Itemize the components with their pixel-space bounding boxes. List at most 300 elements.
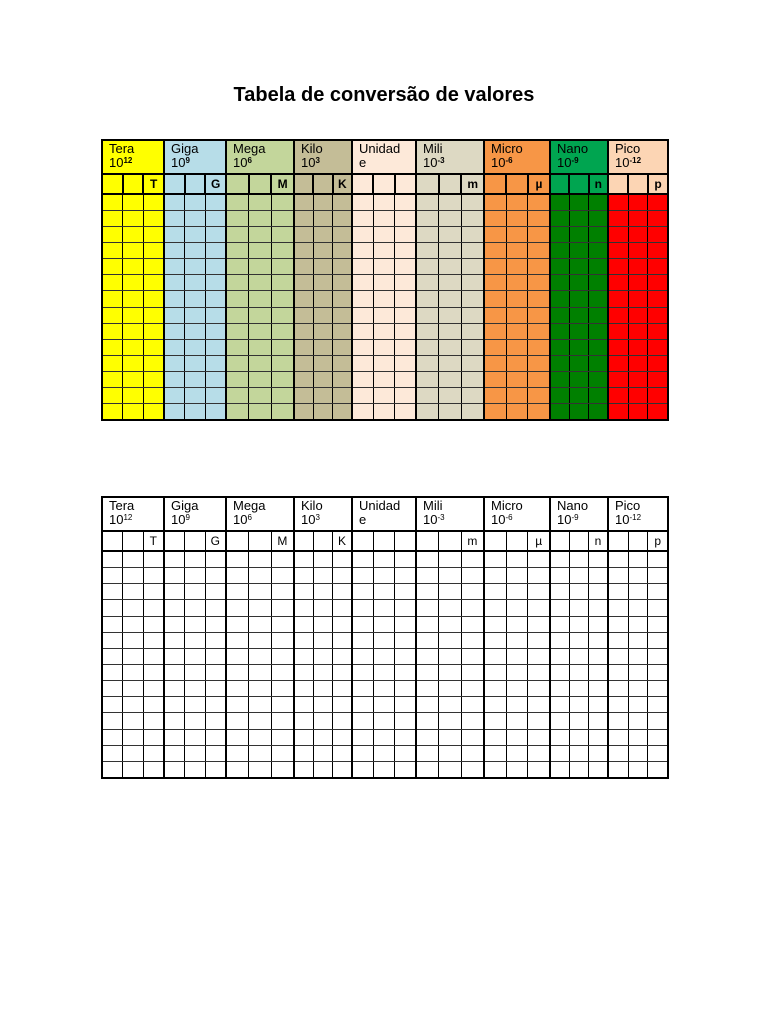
digit-cell[interactable] xyxy=(374,356,395,371)
digit-cell[interactable] xyxy=(185,291,205,306)
digit-cell[interactable] xyxy=(165,568,185,583)
digit-cell[interactable] xyxy=(227,372,249,387)
digit-cell[interactable] xyxy=(485,259,507,274)
digit-cell[interactable] xyxy=(507,324,529,339)
digit-cell[interactable] xyxy=(333,584,351,599)
digit-cell[interactable] xyxy=(227,730,249,745)
digit-cell[interactable] xyxy=(144,372,163,387)
digit-cell[interactable] xyxy=(295,356,314,371)
digit-cell[interactable] xyxy=(333,600,351,615)
digit-cell[interactable] xyxy=(551,388,570,403)
digit-cell[interactable] xyxy=(165,195,185,210)
digit-cell[interactable] xyxy=(272,713,293,728)
digit-cell[interactable] xyxy=(123,617,143,632)
digit-cell[interactable] xyxy=(507,713,529,728)
digit-cell[interactable] xyxy=(227,259,249,274)
digit-cell[interactable] xyxy=(249,697,271,712)
digit-cell[interactable] xyxy=(589,633,607,648)
digit-cell[interactable] xyxy=(227,324,249,339)
digit-cell[interactable] xyxy=(206,324,225,339)
digit-cell[interactable] xyxy=(103,649,123,664)
digit-cell[interactable] xyxy=(314,568,333,583)
digit-cell[interactable] xyxy=(165,227,185,242)
digit-cell[interactable] xyxy=(395,324,415,339)
digit-cell[interactable] xyxy=(609,746,629,761)
digit-cell[interactable] xyxy=(144,746,163,761)
digit-cell[interactable] xyxy=(551,291,570,306)
digit-cell[interactable] xyxy=(314,697,333,712)
digit-cell[interactable] xyxy=(417,275,439,290)
digit-cell[interactable] xyxy=(374,584,395,599)
digit-cell[interactable] xyxy=(144,291,163,306)
digit-cell[interactable] xyxy=(295,388,314,403)
digit-cell[interactable] xyxy=(165,324,185,339)
digit-cell[interactable] xyxy=(249,665,271,680)
digit-cell[interactable] xyxy=(206,404,225,419)
digit-cell[interactable] xyxy=(272,600,293,615)
digit-cell[interactable] xyxy=(333,697,351,712)
digit-cell[interactable] xyxy=(589,681,607,696)
digit-cell[interactable] xyxy=(333,243,351,258)
digit-cell[interactable] xyxy=(648,681,667,696)
digit-cell[interactable] xyxy=(528,308,549,323)
digit-cell[interactable] xyxy=(103,404,123,419)
digit-cell[interactable] xyxy=(609,356,629,371)
digit-cell[interactable] xyxy=(507,259,529,274)
digit-cell[interactable] xyxy=(314,243,333,258)
digit-cell[interactable] xyxy=(353,730,374,745)
digit-cell[interactable] xyxy=(528,568,549,583)
digit-cell[interactable] xyxy=(589,356,607,371)
digit-cell[interactable] xyxy=(374,243,395,258)
digit-cell[interactable] xyxy=(374,552,395,567)
digit-cell[interactable] xyxy=(165,649,185,664)
digit-cell[interactable] xyxy=(272,275,293,290)
digit-cell[interactable] xyxy=(485,762,507,777)
digit-cell[interactable] xyxy=(333,372,351,387)
digit-cell[interactable] xyxy=(462,665,483,680)
digit-cell[interactable] xyxy=(144,681,163,696)
digit-cell[interactable] xyxy=(551,762,570,777)
digit-cell[interactable] xyxy=(462,372,483,387)
digit-cell[interactable] xyxy=(551,227,570,242)
digit-cell[interactable] xyxy=(439,195,461,210)
digit-cell[interactable] xyxy=(648,746,667,761)
digit-cell[interactable] xyxy=(395,730,415,745)
digit-cell[interactable] xyxy=(272,227,293,242)
digit-cell[interactable] xyxy=(528,697,549,712)
digit-cell[interactable] xyxy=(462,308,483,323)
digit-cell[interactable] xyxy=(485,681,507,696)
digit-cell[interactable] xyxy=(462,404,483,419)
digit-cell[interactable] xyxy=(123,291,143,306)
digit-cell[interactable] xyxy=(103,681,123,696)
digit-cell[interactable] xyxy=(185,552,205,567)
digit-cell[interactable] xyxy=(462,259,483,274)
digit-cell[interactable] xyxy=(103,340,123,355)
digit-cell[interactable] xyxy=(227,568,249,583)
digit-cell[interactable] xyxy=(185,746,205,761)
digit-cell[interactable] xyxy=(551,697,570,712)
digit-cell[interactable] xyxy=(333,681,351,696)
digit-cell[interactable] xyxy=(249,275,271,290)
digit-cell[interactable] xyxy=(314,275,333,290)
digit-cell[interactable] xyxy=(648,211,667,226)
digit-cell[interactable] xyxy=(374,568,395,583)
digit-cell[interactable] xyxy=(589,259,607,274)
digit-cell[interactable] xyxy=(185,324,205,339)
digit-cell[interactable] xyxy=(249,372,271,387)
digit-cell[interactable] xyxy=(485,243,507,258)
digit-cell[interactable] xyxy=(485,275,507,290)
digit-cell[interactable] xyxy=(395,404,415,419)
digit-cell[interactable] xyxy=(507,388,529,403)
digit-cell[interactable] xyxy=(462,340,483,355)
digit-cell[interactable] xyxy=(528,404,549,419)
digit-cell[interactable] xyxy=(417,633,439,648)
digit-cell[interactable] xyxy=(374,681,395,696)
digit-cell[interactable] xyxy=(570,649,589,664)
digit-cell[interactable] xyxy=(333,649,351,664)
digit-cell[interactable] xyxy=(272,324,293,339)
digit-cell[interactable] xyxy=(185,340,205,355)
digit-cell[interactable] xyxy=(314,584,333,599)
digit-cell[interactable] xyxy=(551,356,570,371)
digit-cell[interactable] xyxy=(227,697,249,712)
digit-cell[interactable] xyxy=(589,291,607,306)
digit-cell[interactable] xyxy=(123,308,143,323)
digit-cell[interactable] xyxy=(185,243,205,258)
digit-cell[interactable] xyxy=(485,730,507,745)
digit-cell[interactable] xyxy=(374,340,395,355)
digit-cell[interactable] xyxy=(206,665,225,680)
digit-cell[interactable] xyxy=(609,762,629,777)
digit-cell[interactable] xyxy=(551,552,570,567)
digit-cell[interactable] xyxy=(333,324,351,339)
digit-cell[interactable] xyxy=(144,404,163,419)
digit-cell[interactable] xyxy=(314,649,333,664)
digit-cell[interactable] xyxy=(629,762,649,777)
digit-cell[interactable] xyxy=(103,697,123,712)
digit-cell[interactable] xyxy=(185,681,205,696)
digit-cell[interactable] xyxy=(144,584,163,599)
digit-cell[interactable] xyxy=(439,211,461,226)
digit-cell[interactable] xyxy=(570,730,589,745)
digit-cell[interactable] xyxy=(185,617,205,632)
digit-cell[interactable] xyxy=(353,227,374,242)
digit-cell[interactable] xyxy=(353,681,374,696)
digit-cell[interactable] xyxy=(333,195,351,210)
digit-cell[interactable] xyxy=(485,324,507,339)
digit-cell[interactable] xyxy=(272,356,293,371)
digit-cell[interactable] xyxy=(528,600,549,615)
digit-cell[interactable] xyxy=(353,259,374,274)
digit-cell[interactable] xyxy=(295,568,314,583)
digit-cell[interactable] xyxy=(249,681,271,696)
digit-cell[interactable] xyxy=(333,404,351,419)
digit-cell[interactable] xyxy=(165,388,185,403)
digit-cell[interactable] xyxy=(165,340,185,355)
digit-cell[interactable] xyxy=(609,649,629,664)
digit-cell[interactable] xyxy=(507,746,529,761)
digit-cell[interactable] xyxy=(417,243,439,258)
digit-cell[interactable] xyxy=(374,291,395,306)
digit-cell[interactable] xyxy=(272,665,293,680)
digit-cell[interactable] xyxy=(589,762,607,777)
digit-cell[interactable] xyxy=(648,665,667,680)
digit-cell[interactable] xyxy=(629,649,649,664)
digit-cell[interactable] xyxy=(395,388,415,403)
digit-cell[interactable] xyxy=(609,665,629,680)
digit-cell[interactable] xyxy=(249,730,271,745)
digit-cell[interactable] xyxy=(395,713,415,728)
digit-cell[interactable] xyxy=(570,584,589,599)
digit-cell[interactable] xyxy=(227,681,249,696)
digit-cell[interactable] xyxy=(249,633,271,648)
digit-cell[interactable] xyxy=(333,713,351,728)
digit-cell[interactable] xyxy=(417,681,439,696)
digit-cell[interactable] xyxy=(353,308,374,323)
digit-cell[interactable] xyxy=(314,259,333,274)
digit-cell[interactable] xyxy=(206,340,225,355)
digit-cell[interactable] xyxy=(507,600,529,615)
digit-cell[interactable] xyxy=(144,713,163,728)
digit-cell[interactable] xyxy=(648,617,667,632)
digit-cell[interactable] xyxy=(353,324,374,339)
digit-cell[interactable] xyxy=(165,259,185,274)
digit-cell[interactable] xyxy=(185,584,205,599)
digit-cell[interactable] xyxy=(123,665,143,680)
digit-cell[interactable] xyxy=(103,762,123,777)
digit-cell[interactable] xyxy=(314,730,333,745)
digit-cell[interactable] xyxy=(227,308,249,323)
digit-cell[interactable] xyxy=(272,697,293,712)
digit-cell[interactable] xyxy=(507,617,529,632)
digit-cell[interactable] xyxy=(295,552,314,567)
digit-cell[interactable] xyxy=(528,340,549,355)
digit-cell[interactable] xyxy=(249,324,271,339)
digit-cell[interactable] xyxy=(144,697,163,712)
digit-cell[interactable] xyxy=(353,356,374,371)
digit-cell[interactable] xyxy=(528,681,549,696)
digit-cell[interactable] xyxy=(144,730,163,745)
digit-cell[interactable] xyxy=(551,340,570,355)
digit-cell[interactable] xyxy=(374,600,395,615)
digit-cell[interactable] xyxy=(123,730,143,745)
digit-cell[interactable] xyxy=(629,259,649,274)
digit-cell[interactable] xyxy=(395,697,415,712)
digit-cell[interactable] xyxy=(249,291,271,306)
digit-cell[interactable] xyxy=(417,211,439,226)
digit-cell[interactable] xyxy=(629,713,649,728)
digit-cell[interactable] xyxy=(507,243,529,258)
digit-cell[interactable] xyxy=(103,195,123,210)
digit-cell[interactable] xyxy=(417,259,439,274)
digit-cell[interactable] xyxy=(333,291,351,306)
digit-cell[interactable] xyxy=(570,552,589,567)
digit-cell[interactable] xyxy=(333,275,351,290)
digit-cell[interactable] xyxy=(165,697,185,712)
digit-cell[interactable] xyxy=(272,388,293,403)
digit-cell[interactable] xyxy=(462,746,483,761)
digit-cell[interactable] xyxy=(589,388,607,403)
digit-cell[interactable] xyxy=(395,275,415,290)
digit-cell[interactable] xyxy=(295,259,314,274)
digit-cell[interactable] xyxy=(589,665,607,680)
digit-cell[interactable] xyxy=(439,243,461,258)
digit-cell[interactable] xyxy=(123,211,143,226)
digit-cell[interactable] xyxy=(314,713,333,728)
digit-cell[interactable] xyxy=(648,713,667,728)
digit-cell[interactable] xyxy=(353,633,374,648)
digit-cell[interactable] xyxy=(295,275,314,290)
digit-cell[interactable] xyxy=(648,308,667,323)
digit-cell[interactable] xyxy=(353,649,374,664)
digit-cell[interactable] xyxy=(314,388,333,403)
digit-cell[interactable] xyxy=(439,356,461,371)
digit-cell[interactable] xyxy=(395,291,415,306)
digit-cell[interactable] xyxy=(417,600,439,615)
digit-cell[interactable] xyxy=(417,697,439,712)
digit-cell[interactable] xyxy=(165,633,185,648)
digit-cell[interactable] xyxy=(206,388,225,403)
digit-cell[interactable] xyxy=(206,762,225,777)
digit-cell[interactable] xyxy=(206,259,225,274)
digit-cell[interactable] xyxy=(439,746,461,761)
digit-cell[interactable] xyxy=(507,568,529,583)
digit-cell[interactable] xyxy=(353,584,374,599)
digit-cell[interactable] xyxy=(227,649,249,664)
digit-cell[interactable] xyxy=(629,730,649,745)
digit-cell[interactable] xyxy=(439,552,461,567)
digit-cell[interactable] xyxy=(462,227,483,242)
digit-cell[interactable] xyxy=(395,243,415,258)
digit-cell[interactable] xyxy=(333,211,351,226)
digit-cell[interactable] xyxy=(395,746,415,761)
digit-cell[interactable] xyxy=(249,617,271,632)
digit-cell[interactable] xyxy=(395,552,415,567)
digit-cell[interactable] xyxy=(528,665,549,680)
digit-cell[interactable] xyxy=(528,633,549,648)
digit-cell[interactable] xyxy=(395,308,415,323)
digit-cell[interactable] xyxy=(609,308,629,323)
digit-cell[interactable] xyxy=(206,227,225,242)
digit-cell[interactable] xyxy=(462,697,483,712)
digit-cell[interactable] xyxy=(123,372,143,387)
digit-cell[interactable] xyxy=(528,713,549,728)
digit-cell[interactable] xyxy=(570,697,589,712)
digit-cell[interactable] xyxy=(295,243,314,258)
digit-cell[interactable] xyxy=(185,259,205,274)
digit-cell[interactable] xyxy=(165,404,185,419)
digit-cell[interactable] xyxy=(272,681,293,696)
digit-cell[interactable] xyxy=(314,762,333,777)
digit-cell[interactable] xyxy=(629,340,649,355)
digit-cell[interactable] xyxy=(609,584,629,599)
digit-cell[interactable] xyxy=(485,340,507,355)
digit-cell[interactable] xyxy=(353,552,374,567)
digit-cell[interactable] xyxy=(609,340,629,355)
digit-cell[interactable] xyxy=(395,649,415,664)
digit-cell[interactable] xyxy=(609,259,629,274)
digit-cell[interactable] xyxy=(165,584,185,599)
digit-cell[interactable] xyxy=(648,633,667,648)
digit-cell[interactable] xyxy=(272,762,293,777)
digit-cell[interactable] xyxy=(551,275,570,290)
digit-cell[interactable] xyxy=(206,243,225,258)
digit-cell[interactable] xyxy=(227,552,249,567)
digit-cell[interactable] xyxy=(123,388,143,403)
digit-cell[interactable] xyxy=(249,227,271,242)
digit-cell[interactable] xyxy=(295,617,314,632)
digit-cell[interactable] xyxy=(227,713,249,728)
digit-cell[interactable] xyxy=(314,600,333,615)
digit-cell[interactable] xyxy=(528,243,549,258)
digit-cell[interactable] xyxy=(333,356,351,371)
digit-cell[interactable] xyxy=(295,324,314,339)
digit-cell[interactable] xyxy=(333,568,351,583)
digit-cell[interactable] xyxy=(589,308,607,323)
digit-cell[interactable] xyxy=(272,291,293,306)
digit-cell[interactable] xyxy=(144,649,163,664)
digit-cell[interactable] xyxy=(123,340,143,355)
digit-cell[interactable] xyxy=(295,600,314,615)
digit-cell[interactable] xyxy=(227,388,249,403)
digit-cell[interactable] xyxy=(249,552,271,567)
digit-cell[interactable] xyxy=(528,552,549,567)
digit-cell[interactable] xyxy=(249,746,271,761)
digit-cell[interactable] xyxy=(395,681,415,696)
digit-cell[interactable] xyxy=(485,649,507,664)
digit-cell[interactable] xyxy=(123,649,143,664)
digit-cell[interactable] xyxy=(439,584,461,599)
digit-cell[interactable] xyxy=(395,617,415,632)
digit-cell[interactable] xyxy=(103,388,123,403)
digit-cell[interactable] xyxy=(528,324,549,339)
digit-cell[interactable] xyxy=(206,649,225,664)
digit-cell[interactable] xyxy=(439,600,461,615)
digit-cell[interactable] xyxy=(439,762,461,777)
digit-cell[interactable] xyxy=(165,243,185,258)
digit-cell[interactable] xyxy=(123,681,143,696)
digit-cell[interactable] xyxy=(551,404,570,419)
digit-cell[interactable] xyxy=(103,356,123,371)
digit-cell[interactable] xyxy=(374,633,395,648)
digit-cell[interactable] xyxy=(395,195,415,210)
digit-cell[interactable] xyxy=(570,324,589,339)
digit-cell[interactable] xyxy=(570,195,589,210)
digit-cell[interactable] xyxy=(507,275,529,290)
digit-cell[interactable] xyxy=(333,259,351,274)
digit-cell[interactable] xyxy=(648,259,667,274)
digit-cell[interactable] xyxy=(353,388,374,403)
digit-cell[interactable] xyxy=(609,681,629,696)
digit-cell[interactable] xyxy=(570,259,589,274)
digit-cell[interactable] xyxy=(295,633,314,648)
digit-cell[interactable] xyxy=(589,324,607,339)
digit-cell[interactable] xyxy=(648,275,667,290)
digit-cell[interactable] xyxy=(629,584,649,599)
digit-cell[interactable] xyxy=(144,308,163,323)
digit-cell[interactable] xyxy=(395,584,415,599)
digit-cell[interactable] xyxy=(417,372,439,387)
digit-cell[interactable] xyxy=(123,324,143,339)
digit-cell[interactable] xyxy=(507,552,529,567)
digit-cell[interactable] xyxy=(417,584,439,599)
digit-cell[interactable] xyxy=(374,388,395,403)
digit-cell[interactable] xyxy=(485,372,507,387)
digit-cell[interactable] xyxy=(507,308,529,323)
